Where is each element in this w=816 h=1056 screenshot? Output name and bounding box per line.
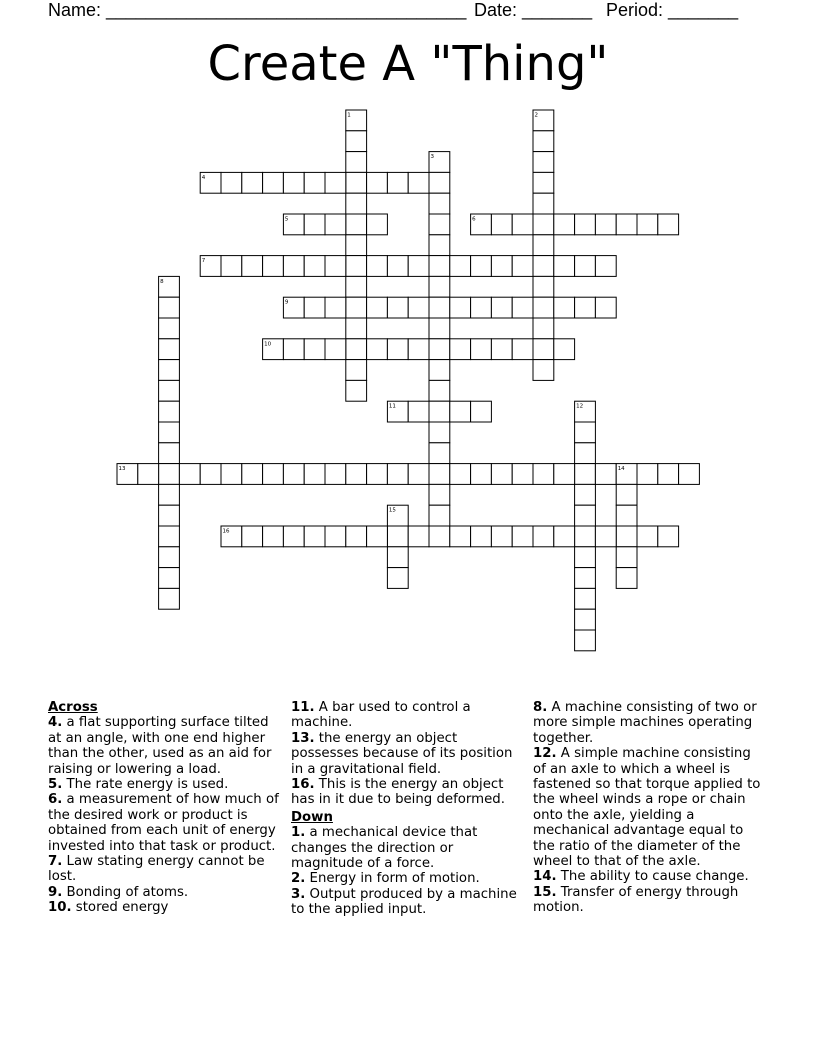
grid-cell[interactable]: [512, 464, 533, 485]
grid-cell[interactable]: [346, 214, 367, 235]
grid-cell[interactable]: [242, 172, 263, 193]
clue-text: a measurement of how much of the desired work or product is obtained from each unit of energy invested into that task or product.: [48, 792, 279, 854]
grid-cell[interactable]: [491, 256, 512, 277]
grid-cell[interactable]: [408, 526, 429, 547]
grid-cell[interactable]: [616, 505, 637, 526]
grid-cell[interactable]: [408, 464, 429, 485]
clue-item: [48, 792, 280, 854]
grid-cell[interactable]: [533, 318, 554, 339]
grid-cell[interactable]: [159, 484, 180, 505]
name-field[interactable]: Name: ____________________________________: [48, 0, 467, 20]
cell-number: 11: [388, 403, 396, 410]
grid-cell[interactable]: [429, 193, 450, 214]
grid-cell[interactable]: [554, 214, 575, 235]
grid-cell[interactable]: [429, 235, 450, 256]
cell-number: 2: [534, 112, 538, 119]
grid-cell[interactable]: [159, 443, 180, 464]
clue-number: 15.: [533, 884, 557, 900]
grid-cell[interactable]: [471, 401, 492, 422]
grid-cell[interactable]: [138, 464, 159, 485]
grid-cell[interactable]: [429, 172, 450, 193]
grid-cell[interactable]: [595, 526, 616, 547]
grid-cell[interactable]: [512, 526, 533, 547]
cell-number: 6: [472, 216, 476, 223]
clue-item: [533, 885, 765, 916]
grid-cell[interactable]: [304, 297, 325, 318]
clue-item: [533, 700, 765, 746]
grid-cell[interactable]: [408, 297, 429, 318]
cell-number: 12: [576, 403, 584, 410]
grid-cell[interactable]: [429, 380, 450, 401]
clue-item: [48, 777, 280, 792]
clue-number: 1.: [291, 825, 306, 841]
cell-number: 10: [264, 341, 272, 348]
grid-cell[interactable]: [533, 464, 554, 485]
grid-cell[interactable]: [346, 318, 367, 339]
grid-cell[interactable]: [554, 526, 575, 547]
grid-cell[interactable]: [200, 464, 221, 485]
grid-cell[interactable]: [283, 256, 304, 277]
grid-cell[interactable]: [387, 464, 408, 485]
grid-cell[interactable]: [595, 256, 616, 277]
grid-cell[interactable]: [429, 484, 450, 505]
grid-cell[interactable]: [575, 568, 596, 589]
grid-cell[interactable]: [471, 297, 492, 318]
grid-cell[interactable]: [367, 297, 388, 318]
clue-column-2: [291, 700, 523, 918]
grid-cell[interactable]: [387, 172, 408, 193]
cell-number: 16: [222, 528, 230, 535]
grid-cell[interactable]: [159, 297, 180, 318]
cell-number: 1: [347, 112, 351, 119]
clue-number: 8.: [533, 700, 548, 715]
page-title: Create A "Thing": [207, 36, 609, 92]
grid-cell[interactable]: [616, 526, 637, 547]
grid-cell[interactable]: [367, 526, 388, 547]
grid-cell[interactable]: [491, 214, 512, 235]
grid-cell[interactable]: [471, 256, 492, 277]
grid-cell[interactable]: [283, 464, 304, 485]
clue-text: Transfer of energy through motion.: [533, 884, 739, 916]
grid-cell[interactable]: [533, 172, 554, 193]
grid-cell[interactable]: [325, 464, 346, 485]
cell-number: 8: [160, 278, 164, 285]
cell-number: 7: [201, 258, 206, 265]
cell-number: 15: [388, 507, 396, 514]
grid-cell[interactable]: [533, 339, 554, 360]
grid-cell[interactable]: [221, 256, 242, 277]
grid-cell[interactable]: [159, 360, 180, 381]
clue-number: 12.: [533, 746, 557, 762]
grid-cell[interactable]: [616, 484, 637, 505]
clue-item: [48, 715, 280, 777]
grid-cell[interactable]: [595, 464, 616, 485]
grid-cell[interactable]: [429, 443, 450, 464]
grid-cell[interactable]: [179, 464, 200, 485]
grid-cell[interactable]: [491, 464, 512, 485]
grid-cell[interactable]: [429, 505, 450, 526]
grid-cell[interactable]: [533, 276, 554, 297]
grid-cell[interactable]: [346, 276, 367, 297]
grid-cell[interactable]: [346, 339, 367, 360]
clue-text: This is the energy an object has in it due to being deformed.: [291, 777, 505, 808]
date-field[interactable]: Date: _______: [474, 0, 593, 20]
grid-cell[interactable]: [408, 401, 429, 422]
across-heading: Across: [48, 700, 98, 715]
cell-number: 14: [617, 466, 625, 473]
grid-cell[interactable]: [159, 464, 180, 485]
grid-cell[interactable]: [263, 256, 284, 277]
down-clue-list-1: [291, 825, 523, 917]
grid-cell[interactable]: [429, 276, 450, 297]
grid-cell[interactable]: [575, 526, 596, 547]
grid-cell[interactable]: [450, 401, 471, 422]
clue-text: A simple machine consisting of an axle to which a wheel is fastened so that torque applied to the wheel winds a rope or chain onto the axle, yielding a mechanical advantage equal to the ratio of the diameter of the wheel to that of the axle.: [533, 746, 761, 870]
clue-number: 9.: [48, 884, 63, 900]
grid-cell[interactable]: [616, 568, 637, 589]
clue-text: A bar used to control a machine.: [291, 700, 471, 731]
grid-cell[interactable]: [304, 464, 325, 485]
grid-cell[interactable]: [159, 422, 180, 443]
clue-text: Energy in form of motion.: [305, 871, 480, 887]
grid-cell[interactable]: [304, 526, 325, 547]
grid-cell[interactable]: [429, 401, 450, 422]
period-field[interactable]: Period: _______: [606, 0, 739, 20]
grid-cell[interactable]: [346, 172, 367, 193]
grid-cell[interactable]: [450, 464, 471, 485]
grid-cell[interactable]: [533, 297, 554, 318]
clue-number: 10.: [48, 900, 72, 916]
grid-cell[interactable]: [616, 547, 637, 568]
grid-cell[interactable]: [387, 526, 408, 547]
grid-cell[interactable]: [387, 297, 408, 318]
clue-item: [48, 885, 280, 900]
grid-cell[interactable]: [637, 214, 658, 235]
clue-text: the energy an object possesses because of its position in a gravitational field.: [291, 730, 513, 777]
grid-cell[interactable]: [325, 297, 346, 318]
clue-text: a flat supporting surface tilted at an angle, with one end higher than the other, used as an aid for raising or lowering a load.: [48, 715, 272, 777]
grid-cell[interactable]: [595, 214, 616, 235]
grid-cell[interactable]: [491, 297, 512, 318]
grid-cell[interactable]: [325, 256, 346, 277]
grid-cell[interactable]: [616, 214, 637, 235]
grid-cell[interactable]: [575, 505, 596, 526]
across-clue-list-2: [291, 700, 523, 808]
clue-item: [533, 746, 765, 869]
grid-cell[interactable]: [471, 526, 492, 547]
clue-item: [291, 871, 523, 886]
grid-cell[interactable]: [533, 235, 554, 256]
grid-cell[interactable]: [283, 526, 304, 547]
grid-cell[interactable]: [658, 464, 679, 485]
cell-number: 13: [118, 466, 126, 473]
grid-cell[interactable]: [533, 256, 554, 277]
grid-cell[interactable]: [159, 568, 180, 589]
grid-cell[interactable]: [491, 339, 512, 360]
grid-cell[interactable]: [575, 630, 596, 651]
clue-item: [533, 869, 765, 884]
clue-number: 6.: [48, 792, 63, 808]
grid-cell[interactable]: [221, 464, 242, 485]
grid-cell[interactable]: [159, 505, 180, 526]
clue-number: 3.: [291, 886, 306, 902]
grid-cell[interactable]: [533, 193, 554, 214]
clue-text: The ability to cause change.: [556, 869, 749, 885]
clue-item: [291, 887, 523, 918]
grid-cell[interactable]: [450, 526, 471, 547]
grid-cell[interactable]: [512, 339, 533, 360]
grid-cell[interactable]: [575, 609, 596, 630]
clue-column-3: [533, 700, 765, 916]
grid-cell[interactable]: [346, 360, 367, 381]
grid-cell[interactable]: [159, 401, 180, 422]
clue-item: [48, 854, 280, 885]
grid-cell[interactable]: [304, 256, 325, 277]
clue-column-1: [48, 700, 280, 916]
clue-text: A machine consisting of two or more simple machines operating together.: [533, 700, 757, 746]
grid-cell[interactable]: [346, 297, 367, 318]
grid-cell[interactable]: [263, 526, 284, 547]
grid-cell[interactable]: [450, 297, 471, 318]
grid-cell[interactable]: [325, 172, 346, 193]
grid-cell[interactable]: [159, 318, 180, 339]
grid-cell[interactable]: [575, 443, 596, 464]
grid-cell[interactable]: [159, 588, 180, 609]
grid-cell[interactable]: [575, 297, 596, 318]
grid-cell[interactable]: [221, 172, 242, 193]
grid-cell[interactable]: [450, 256, 471, 277]
grid-cell[interactable]: [429, 422, 450, 443]
grid-cell[interactable]: [408, 339, 429, 360]
across-clue-list-1: [48, 715, 280, 915]
clue-number: 7.: [48, 854, 63, 870]
grid-cell[interactable]: [263, 172, 284, 193]
clue-number: 11.: [291, 700, 315, 715]
clue-text: Law stating energy cannot be lost.: [48, 854, 265, 885]
grid-cell[interactable]: [304, 172, 325, 193]
grid-cell[interactable]: [533, 152, 554, 173]
grid-cell[interactable]: [387, 256, 408, 277]
grid-cell[interactable]: [471, 339, 492, 360]
grid-cell[interactable]: [512, 297, 533, 318]
grid-cell[interactable]: [595, 297, 616, 318]
clue-text: a mechanical device that changes the direction or magnitude of a force.: [291, 825, 478, 872]
grid-cell[interactable]: [346, 152, 367, 173]
grid-cell[interactable]: [429, 464, 450, 485]
grid-cell[interactable]: [429, 256, 450, 277]
grid-cell[interactable]: [491, 526, 512, 547]
grid-cell[interactable]: [408, 172, 429, 193]
clue-number: 4.: [48, 715, 63, 731]
grid-cell[interactable]: [575, 484, 596, 505]
grid-cell[interactable]: [533, 360, 554, 381]
clue-item: [48, 900, 280, 915]
grid-cell[interactable]: [575, 547, 596, 568]
grid-cell[interactable]: [512, 256, 533, 277]
grid-cell[interactable]: [429, 318, 450, 339]
grid-cell[interactable]: [387, 547, 408, 568]
grid-cell[interactable]: [637, 464, 658, 485]
grid-cell[interactable]: [367, 464, 388, 485]
grid-cell[interactable]: [387, 339, 408, 360]
grid-cell[interactable]: [575, 464, 596, 485]
grid-cell[interactable]: [554, 256, 575, 277]
grid-cell[interactable]: [429, 339, 450, 360]
grid-cell[interactable]: [283, 172, 304, 193]
clue-text: Output produced by a machine to the applied input.: [291, 886, 517, 918]
clue-item: [291, 731, 523, 777]
grid-cell[interactable]: [346, 193, 367, 214]
grid-cell[interactable]: [637, 526, 658, 547]
clue-number: 2.: [291, 871, 306, 887]
grid-cell[interactable]: [159, 380, 180, 401]
grid-cell[interactable]: [575, 422, 596, 443]
grid-cell[interactable]: [387, 568, 408, 589]
clue-text: The rate energy is used.: [62, 777, 229, 793]
cell-number: 9: [284, 299, 289, 306]
grid-cell[interactable]: [304, 214, 325, 235]
grid-cell[interactable]: [242, 464, 263, 485]
grid-cell[interactable]: [346, 380, 367, 401]
cell-number: 5: [284, 216, 289, 223]
grid-cell[interactable]: [159, 526, 180, 547]
down-clue-list-2: [533, 700, 765, 916]
grid-cell[interactable]: [575, 588, 596, 609]
grid-cell[interactable]: [242, 256, 263, 277]
grid-cell[interactable]: [304, 339, 325, 360]
grid-cell[interactable]: [346, 131, 367, 152]
grid-cell[interactable]: [159, 547, 180, 568]
grid-cell[interactable]: [554, 297, 575, 318]
grid-cell[interactable]: [325, 339, 346, 360]
grid-cell[interactable]: [429, 526, 450, 547]
clue-item: [291, 777, 523, 808]
clue-number: 16.: [291, 777, 315, 793]
clue-number: 5.: [48, 777, 63, 793]
grid-cell[interactable]: [429, 297, 450, 318]
grid-cell[interactable]: [325, 214, 346, 235]
clue-item: [291, 825, 523, 871]
grid-cell[interactable]: [429, 214, 450, 235]
grid-cell[interactable]: [575, 214, 596, 235]
grid-cell[interactable]: [533, 214, 554, 235]
grid-cell[interactable]: [471, 464, 492, 485]
grid-cell[interactable]: [658, 214, 679, 235]
grid-cell[interactable]: [533, 526, 554, 547]
clue-item: [291, 700, 523, 731]
grid-cell[interactable]: [346, 256, 367, 277]
grid-cell[interactable]: [554, 339, 575, 360]
grid-cell[interactable]: [367, 256, 388, 277]
clue-text: Bonding of atoms.: [62, 884, 189, 900]
grid-cell[interactable]: [658, 526, 679, 547]
grid-cell[interactable]: [450, 339, 471, 360]
grid-cell[interactable]: [367, 339, 388, 360]
grid-cell[interactable]: [512, 214, 533, 235]
grid-cell[interactable]: [575, 256, 596, 277]
grid-cell[interactable]: [367, 214, 388, 235]
grid-cell[interactable]: [242, 526, 263, 547]
grid-cell[interactable]: [554, 464, 575, 485]
grid-cell[interactable]: [325, 526, 346, 547]
grid-cell[interactable]: [679, 464, 700, 485]
grid-cell[interactable]: [159, 339, 180, 360]
cell-number: 3: [430, 154, 434, 161]
grid-cell[interactable]: [429, 360, 450, 381]
grid-cell[interactable]: [346, 235, 367, 256]
clue-number: 14.: [533, 869, 557, 885]
grid-cell[interactable]: [263, 464, 284, 485]
grid-cell[interactable]: [367, 172, 388, 193]
grid-cell[interactable]: [346, 526, 367, 547]
grid-cell[interactable]: [533, 131, 554, 152]
clue-number: 13.: [291, 730, 315, 746]
grid-cell[interactable]: [283, 339, 304, 360]
grid-cell[interactable]: [408, 256, 429, 277]
grid-cell[interactable]: [346, 464, 367, 485]
down-heading: Down: [291, 809, 333, 825]
cell-number: 4: [201, 174, 206, 181]
clue-text: stored energy: [71, 900, 169, 916]
